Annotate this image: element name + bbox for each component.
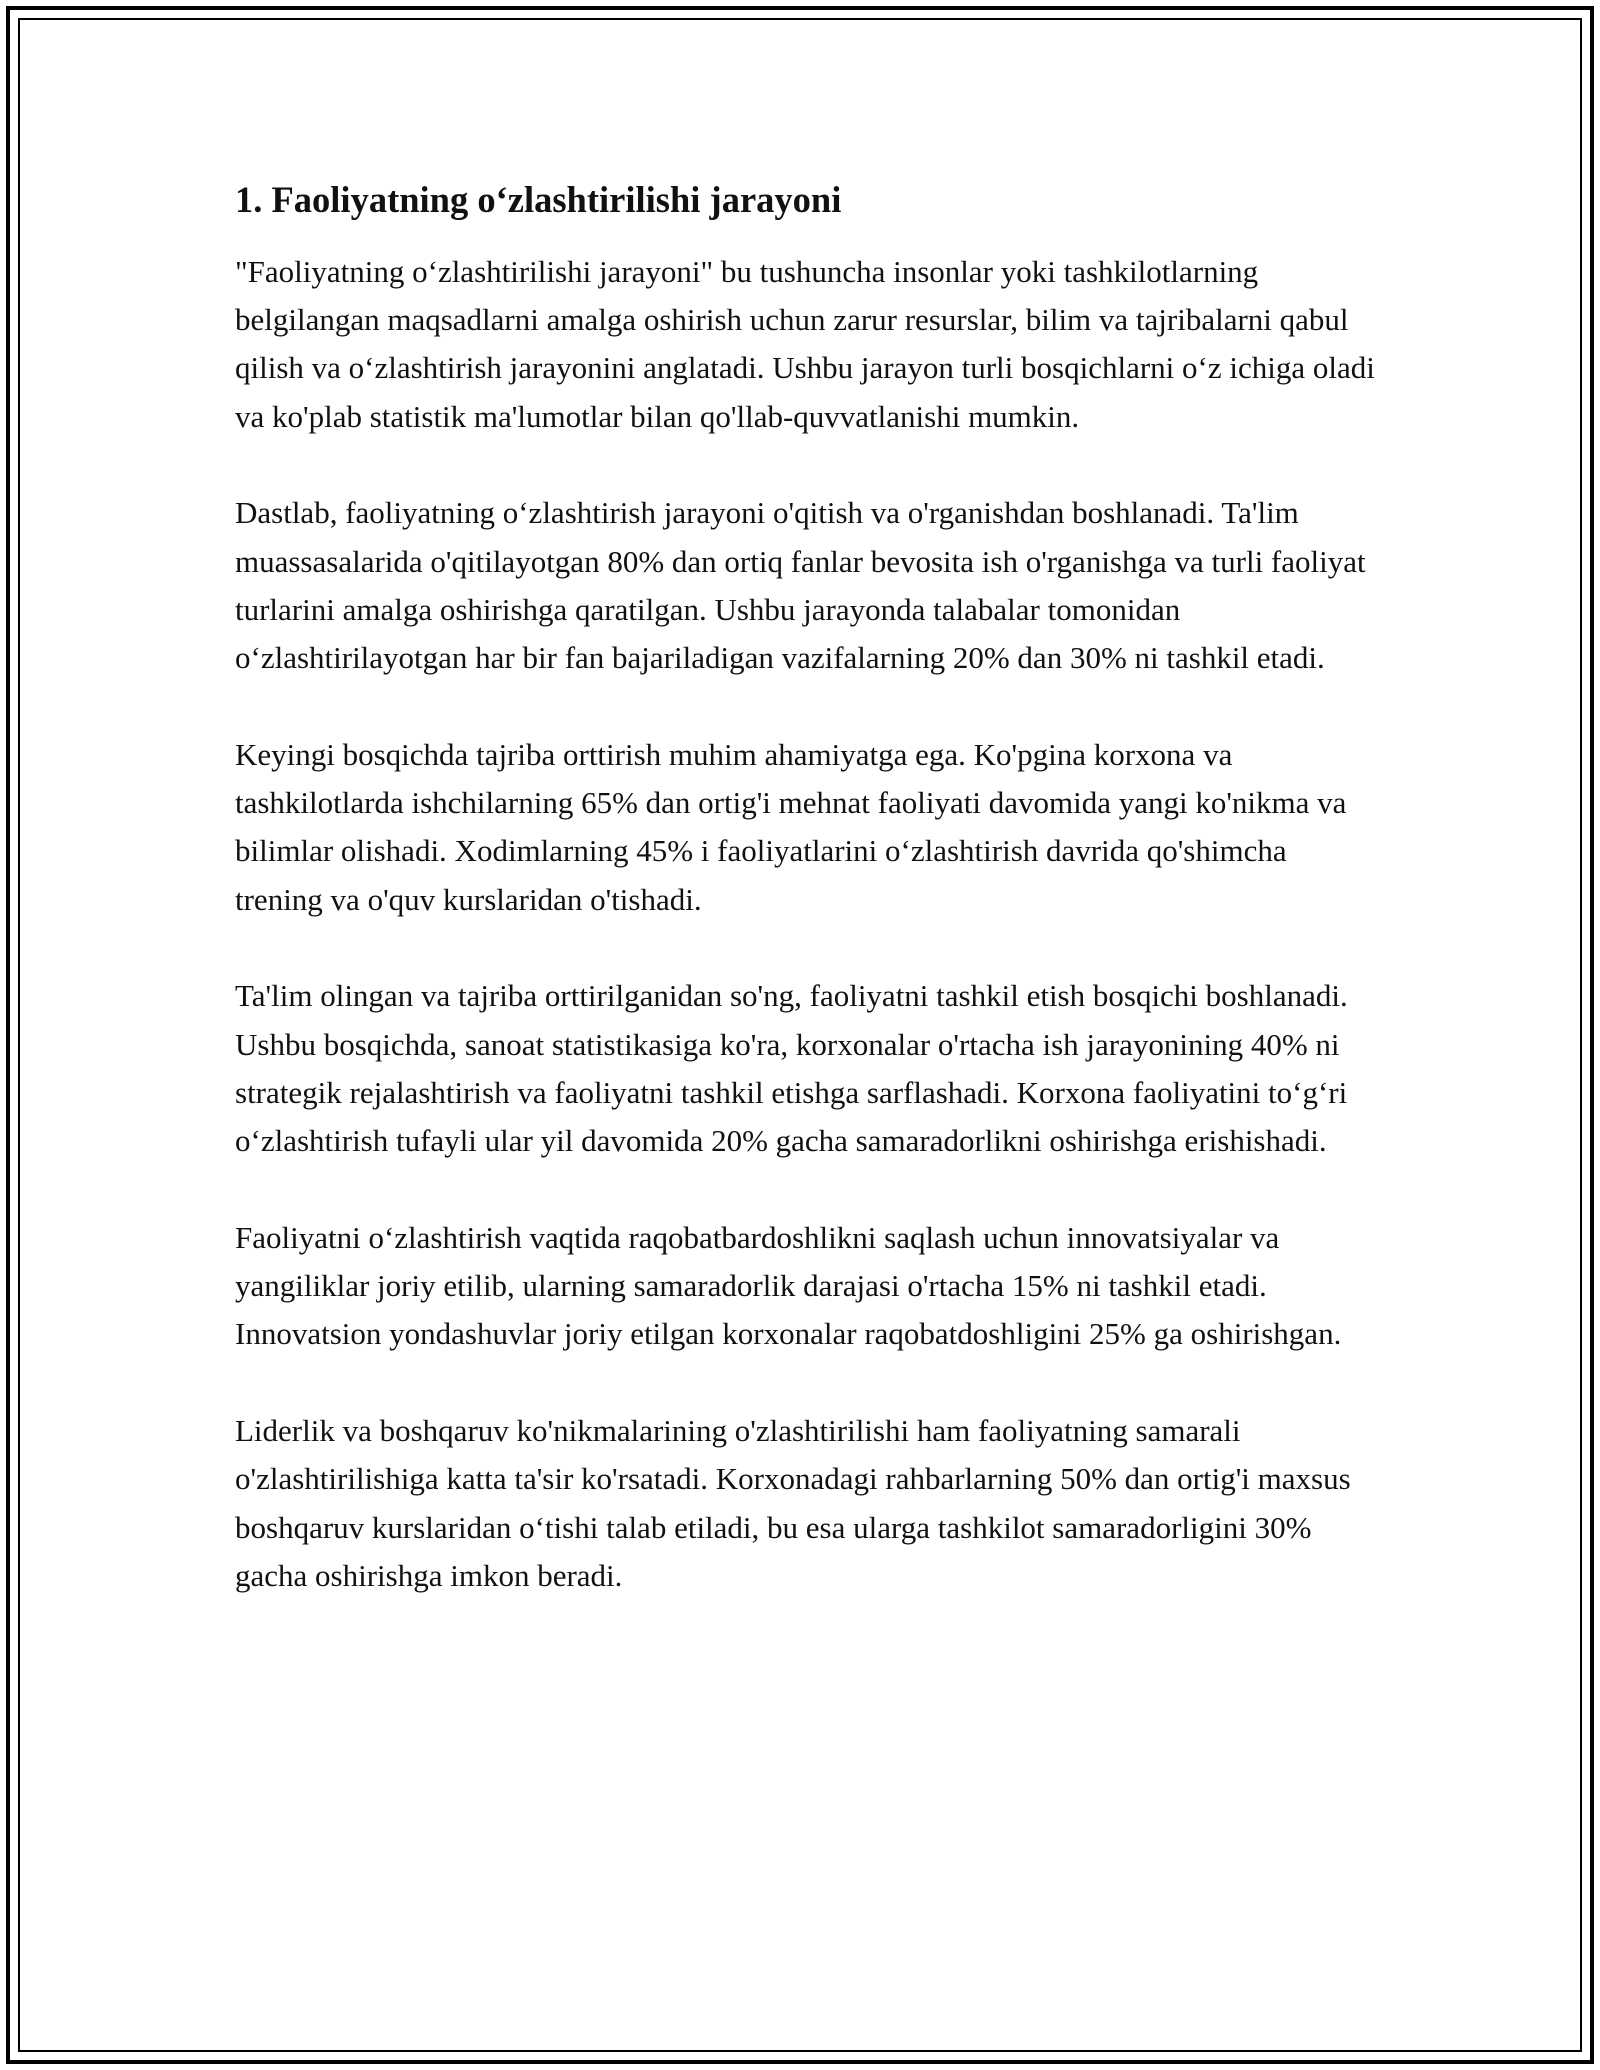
paragraph-1: "Faoliyatning o‘zlashtirilishi jarayoni" bu tushuncha insonlar yoki tashkilotlarning belgilangan maqsadlarni amalga oshirish uchun zarur resurslar, bilim va tajribalarni qabul qilish va o‘zlashtirish jarayonini anglatadi. Ushbu jarayon turli bosqichlarni o‘z ichiga oladi va ko'plab statistik ma'lumotlar bilan qo'llab-quvvatlanishi mumkin.: [235, 253, 1375, 434]
section-heading: 1. Faoliyatning o‘zlashtirilishi jarayoni: [235, 179, 842, 220]
paragraph-6: Liderlik va boshqaruv ko'nikmalarining o'zlashtirilishi ham faoliyatning samarali o'zlashtirilishiga katta ta'sir ko'rsatadi. Korxonadagi rahbarlarning 50% dan ortig'i maxsus boshqaruv kurslaridan o‘tishi talab etiladi, bu esa ularga tashkilot samaradorligini 30% gacha oshirishga imkon beradi.: [235, 1412, 1351, 1593]
paragraph-2: Dastlab, faoliyatning o‘zlashtirish jarayoni o'qitish va o'rganishdan boshlanadi. Ta'lim muassasalarida o'qitilayotgan 80% dan ortiq fanlar bevosita ish o'rganishga va turli faoliyat turlarini amalga oshirishga qaratilgan. Ushbu jarayonda talabalar tomonidan o‘zlashtirilayotgan har bir fan bajariladigan vazifalarning 20% dan 30% ni tashkil etadi.: [235, 495, 1366, 676]
document-body: [235, 178, 1375, 1648]
paragraph-5: Faoliyatni o‘zlashtirish vaqtida raqobatbardoshlikni saqlash uchun innovatsiyalar va yangiliklar joriy etilib, ularning samaradorlik darajasi o'rtacha 15% ni tashkil etadi. Innovatsion yondashuvlar joriy etilgan korxonalar raqobatdoshligini 25% ga oshirishgan.: [235, 1219, 1342, 1352]
paragraph-4: Ta'lim olingan va tajriba orttirilganidan so'ng, faoliyatni tashkil etish bosqichi boshlanadi. Ushbu bosqichda, sanoat statistikasiga ko'ra, korxonalar o'rtacha ish jarayonining 40% ni strategik rejalashtirish va faoliyatni tashkil etishga sarflashadi. Korxona faoliyatini to‘g‘ri o‘zlashtirish tufayli ular yil davomida 20% gacha samaradorlikni oshirishga erishishadi.: [235, 978, 1348, 1159]
paragraph-3: Keyingi bosqichda tajriba orttirish muhim ahamiyatga ega. Ko'pgina korxona va tashkilotlarda ishchilarning 65% dan ortig'i mehnat faoliyati davomida yangi ko'nikma va bilimlar olishadi. Xodimlarning 45% i faoliyatlarini o‘zlashtirish davrida qo'shimcha trening va o'quv kurslaridan o'tishadi.: [235, 736, 1347, 917]
